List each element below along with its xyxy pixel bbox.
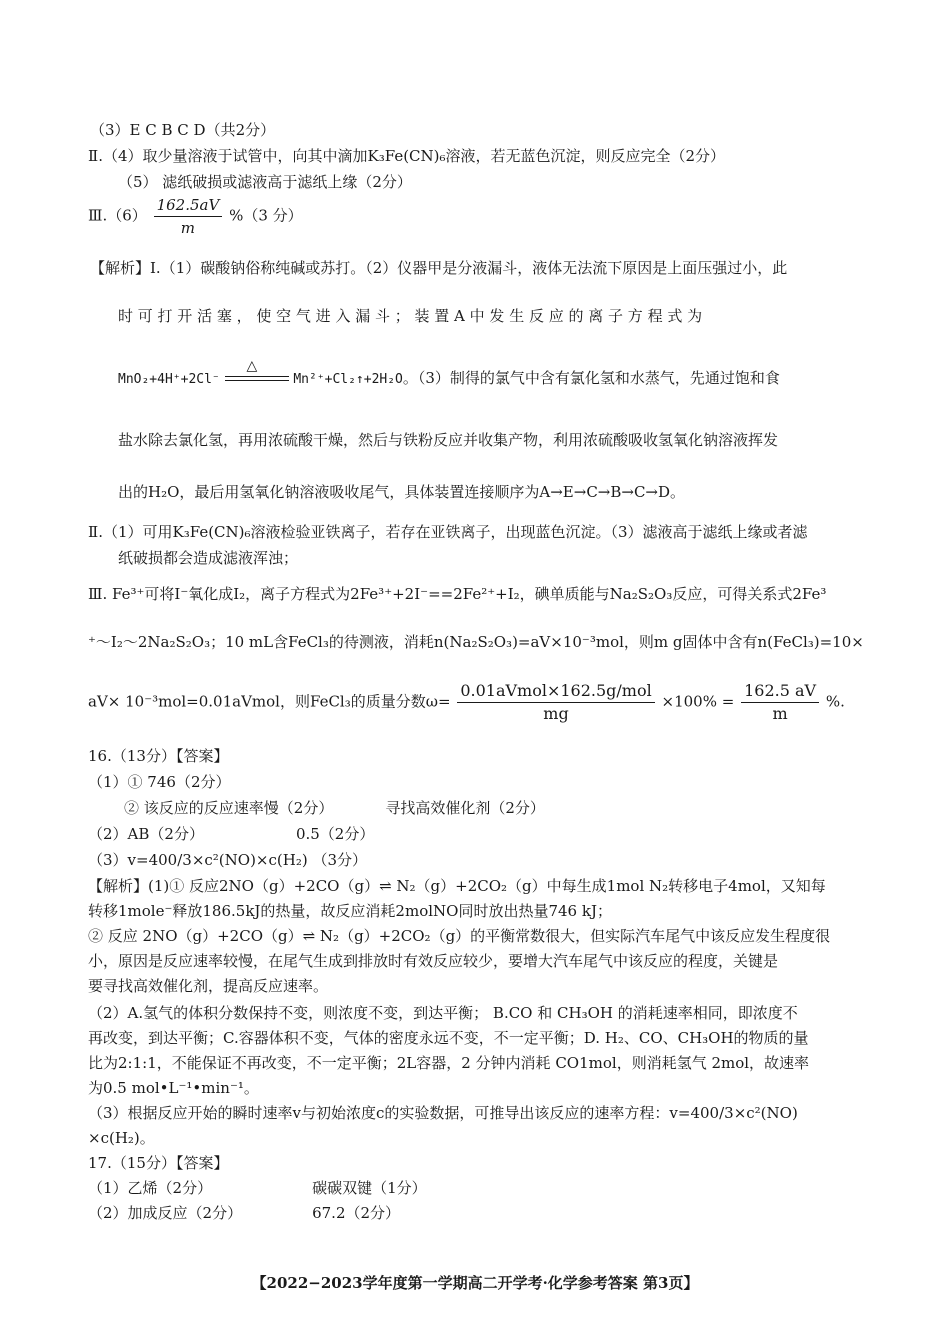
answer-part: ② 该反应的反应速率慢（2分） [124, 799, 334, 817]
fraction [741, 680, 819, 725]
fraction-label: Ⅲ.（6） [88, 206, 147, 225]
answer-line [88, 1178, 427, 1198]
analysis-line: 【解析】Ⅰ.（1）碳酸钠俗称纯碱或苏打。（2）仪器甲是分液漏斗，液体无法流下原因是上面压强过小，此 [90, 259, 788, 277]
analysis-line: 小，原因是反应速率较慢，在尾气生成到排放时有效反应较少，要增大汽车尾气中该反应的程度，关键是 [88, 952, 779, 970]
fraction [457, 680, 654, 725]
answer-line-fraction [88, 194, 303, 239]
analysis-line: 再改变，到达平衡；C.容器体积不变，气体的密度永远不变，不一定平衡；D. H₂、CO、CH₃OH的物质的量 [88, 1029, 809, 1047]
analysis-line: 比为2:1:1，不能保证不再改变，不一定平衡；2L容器，2 分钟内消耗 CO1mol，则消耗氢气 2mol，故速率 [88, 1054, 810, 1072]
answer-line [124, 798, 545, 818]
analysis-line: 转移1mole⁻释放186.5kJ的热量，故反应消耗2molNO同时放出热量746 kJ； [88, 902, 612, 920]
question-heading: 16.（13分）【答案】 [88, 747, 229, 765]
answer-part: （2）加成反应（2分） [88, 1204, 243, 1222]
answer-part: 67.2（2分） [312, 1204, 401, 1222]
answer-part: （1）乙烯（2分） [88, 1179, 213, 1197]
analysis-line: 盐水除去氯化氢，再用浓硫酸干燥，然后与铁粉反应并收集产物，利用浓硫酸吸收氢氧化钠溶液挥发 [118, 431, 779, 449]
answer-line: （3）E C B C D（共2分） [90, 121, 276, 139]
analysis-line: 时 可 打 开 活 塞 ， 使 空 气 进 入 漏 斗 ； 装 置 A 中 发 生 反 应 的 离 子 方 程 式 为 [118, 307, 703, 325]
answer-line: （5） 滤纸破损或滤液高于滤纸上缘（2分） [118, 173, 412, 191]
analysis-line: 纸破损都会造成滤液浑浊； [118, 549, 299, 567]
fraction-denominator: m [180, 219, 196, 237]
analysis-line: ×c(H₂)。 [88, 1129, 155, 1147]
analysis-line: （2）A.氢气的体积分数保持不变，则浓度不变，到达平衡； B.CO 和 CH₃OH 的消耗速率相同，即浓度不 [88, 1004, 798, 1022]
mass-fraction-prefix: aV× 10⁻³mol=0.01aVmol，则FeCl₃的质量分数ω= [88, 692, 451, 711]
question-heading: 17.（15分）【答案】 [88, 1154, 229, 1172]
fraction [154, 194, 223, 239]
fraction-denominator: m [772, 704, 788, 723]
fraction-suffix: %（3 分） [229, 206, 303, 225]
answer-part: 碳碳双键（1分） [312, 1179, 427, 1197]
fraction-middle: ×100% = [661, 692, 735, 711]
analysis-line: ⁺～I₂～2Na₂S₂O₃；10 mL含FeCl₃的待测液，消耗n(Na₂S₂O₃)=aV×10⁻³mol，则m g固体中含有n(FeCl₃)=10× [88, 633, 864, 651]
analysis-line: 为0.5 mol•L⁻¹•min⁻¹。 [88, 1079, 259, 1097]
analysis-line: 要寻找高效催化剂，提高反应速率。 [88, 977, 329, 995]
answer-line: Ⅱ.（4）取少量溶液于试管中，向其中滴加K₃Fe(CN)₆溶液，若无蓝色沉淀，则反应完全（2分） [88, 147, 726, 165]
answer-line [88, 1203, 400, 1223]
fraction-denominator: mg [543, 704, 569, 723]
analysis-line: （3）根据反应开始的瞬时速率v与初始浓度c的实验数据，可推导出该反应的速率方程：v=400/3×c²(NO) [88, 1104, 798, 1122]
answer-line: （1）① 746（2分） [88, 773, 231, 791]
equation-left: MnO₂+4H⁺+2Cl⁻ [118, 372, 220, 387]
equation-line [118, 358, 780, 390]
analysis-line: Ⅱ.（1）可用K₃Fe(CN)₆溶液检验亚铁离子，若存在亚铁离子，出现蓝色沉淀。（3）滤液高于滤纸上缘或者滤 [88, 523, 808, 541]
reaction-arrow [225, 358, 289, 388]
fraction-suffix: %. [825, 692, 845, 711]
analysis-line: Ⅲ. Fe³⁺可将I⁻氧化成I₂，离子方程式为2Fe³⁺+2I⁻==2Fe²⁺+I₂，碘单质能与Na₂S₂O₃反应，可得关系式2Fe³ [88, 585, 827, 603]
answer-part: （2）AB（2分） [88, 825, 204, 843]
fraction-numerator: 0.01aVmol×162.5g/mol [457, 680, 654, 703]
equation-tail: 。（3）制得的氯气中含有氯化氢和水蒸气，先通过饱和食 [402, 369, 780, 387]
answer-line [88, 824, 374, 844]
fraction-numerator: 162.5 aV [741, 680, 819, 703]
analysis-line: ② 反应 2NO（g）+2CO（g）⇌ N₂（g）+2CO₂（g）的平衡常数很大，但实际汽车尾气中该反应发生程度很 [88, 927, 831, 945]
answer-line: （3）v=400/3×c²(NO)×c(H₂) （3分） [88, 851, 368, 869]
mass-fraction-line [88, 680, 845, 725]
analysis-line: 出的H₂O，最后用氢氧化钠溶液吸收尾气，具体装置连接顺序为A→E→C→B→C→D。 [118, 483, 686, 501]
answer-part: 寻找高效催化剂（2分） [385, 799, 545, 817]
analysis-line: 【解析】(1)① 反应2NO（g）+2CO（g）⇌ N₂（g）+2CO₂（g）中每生成1mol N₂转移电子4mol，又知每 [88, 877, 826, 895]
fraction-numerator: 162.5aV [154, 194, 223, 217]
equation-right: Mn²⁺+Cl₂↑+2H₂O [293, 372, 403, 387]
page-footer: 【2022−2023学年度第一学期高二开学考·化学参考答案 第3页】 [251, 1274, 699, 1292]
answer-part: 0.5（2分） [295, 825, 375, 843]
heat-symbol: △ [246, 358, 258, 374]
